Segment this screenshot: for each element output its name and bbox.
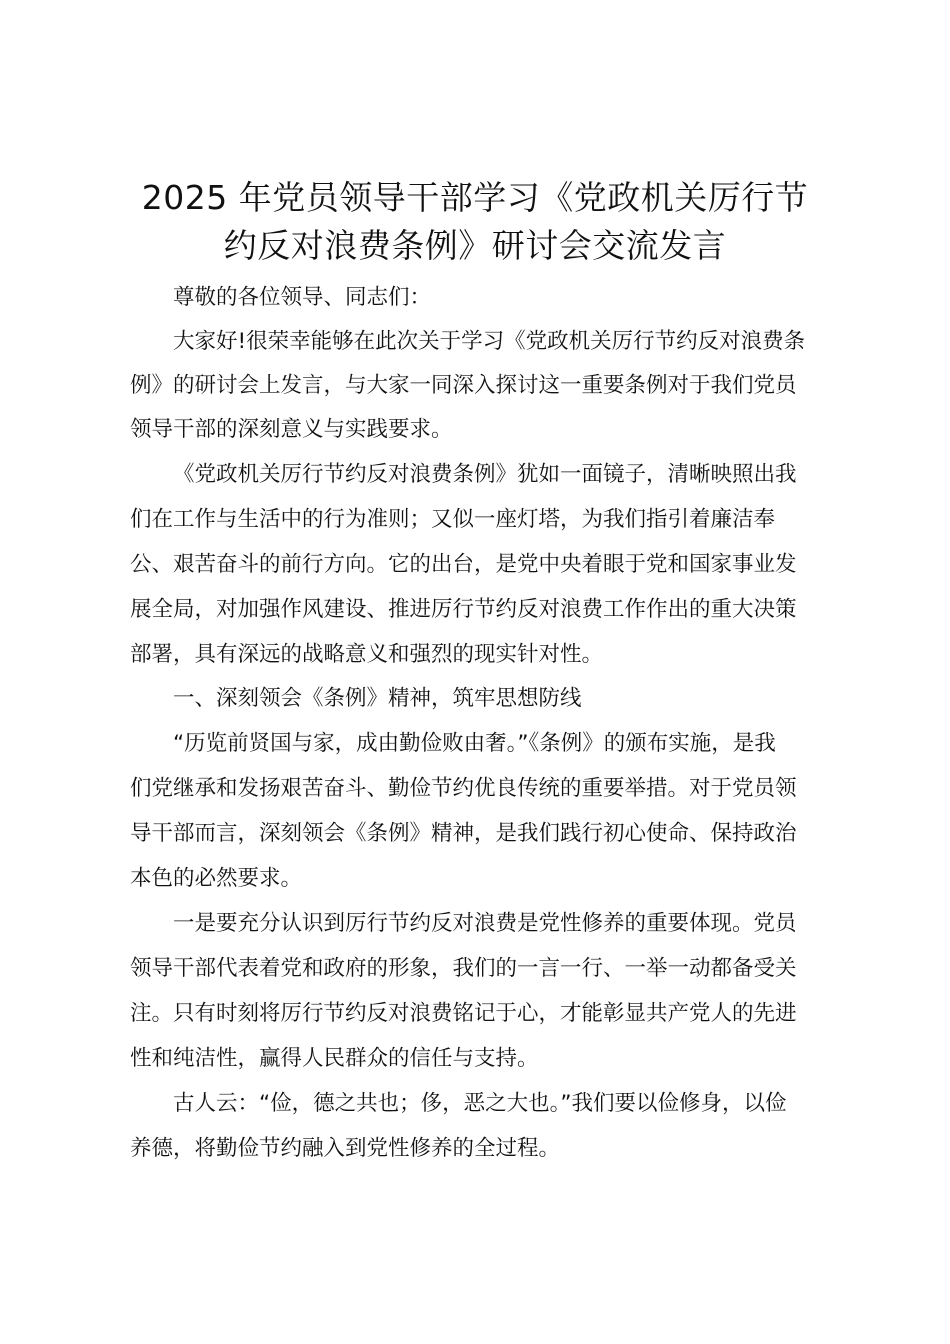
paragraph-line: 们党继承和发扬艰苦奋斗、勤俭节约优良传统的重要举措。对于党员领 [130,776,797,801]
paragraph-line: 性和纯洁性，赢得人民群众的信任与支持。 [130,1046,539,1071]
document-title-line-1: 2025 年党员领导干部学习《党政机关厉行节 [141,178,809,217]
paragraph-line: 大家好!很荣幸能够在此次关于学习《党政机关厉行节约反对浪费条 [173,329,806,354]
paragraph-line: 领导干部的深刻意义与实践要求。 [130,417,453,442]
paragraph-line: 注。只有时刻将厉行节约反对浪费铭记于心，才能彰显共产党人的先进 [130,1001,797,1026]
paragraph-line: 们在工作与生活中的行为准则；又似一座灯塔，为我们指引着廉洁奉 [130,507,776,532]
paragraph-line: “历览前贤国与家，成由勤俭败由奢。”《条例》的颁布实施，是我 [173,731,776,756]
paragraph-line: 本色的必然要求。 [130,866,303,891]
paragraph-line: 展全局，对加强作风建设、推进厉行节约反对浪费工作作出的重大决策 [130,597,797,622]
paragraph-line: 导干部而言，深刻领会《条例》精神，是我们践行初心使命、保持政治 [130,821,797,846]
paragraph-line: 例》的研讨会上发言，与大家一同深入探讨这一重要条例对于我们党员 [130,373,797,398]
paragraph-line: 部署，具有深远的战略意义和强烈的现实针对性。 [130,642,604,667]
paragraph-line: 养德，将勤俭节约融入到党性修养的全过程。 [130,1136,561,1161]
paragraph-line: 一是要充分认识到厉行节约反对浪费是党性修养的重要体现。党员 [173,911,797,936]
paragraph-line: 领导干部代表着党和政府的形象，我们的一言一行、一举一动都备受关 [130,956,797,981]
section-heading: 一、深刻领会《条例》精神，筑牢思想防线 [173,686,582,711]
salutation: 尊敬的各位领导、同志们： [173,285,432,310]
paragraph-line: 公、艰苦奋斗的前行方向。它的出台，是党中央着眼于党和国家事业发 [130,552,797,577]
document-title-line-2: 约反对浪费条例》研讨会交流发言 [223,226,727,265]
paragraph-line: 古人云：“俭，德之共也；侈，恶之大也。”我们要以俭修身，以俭 [173,1091,787,1116]
paragraph-line: 《党政机关厉行节约反对浪费条例》犹如一面镜子，清晰映照出我 [173,462,797,487]
